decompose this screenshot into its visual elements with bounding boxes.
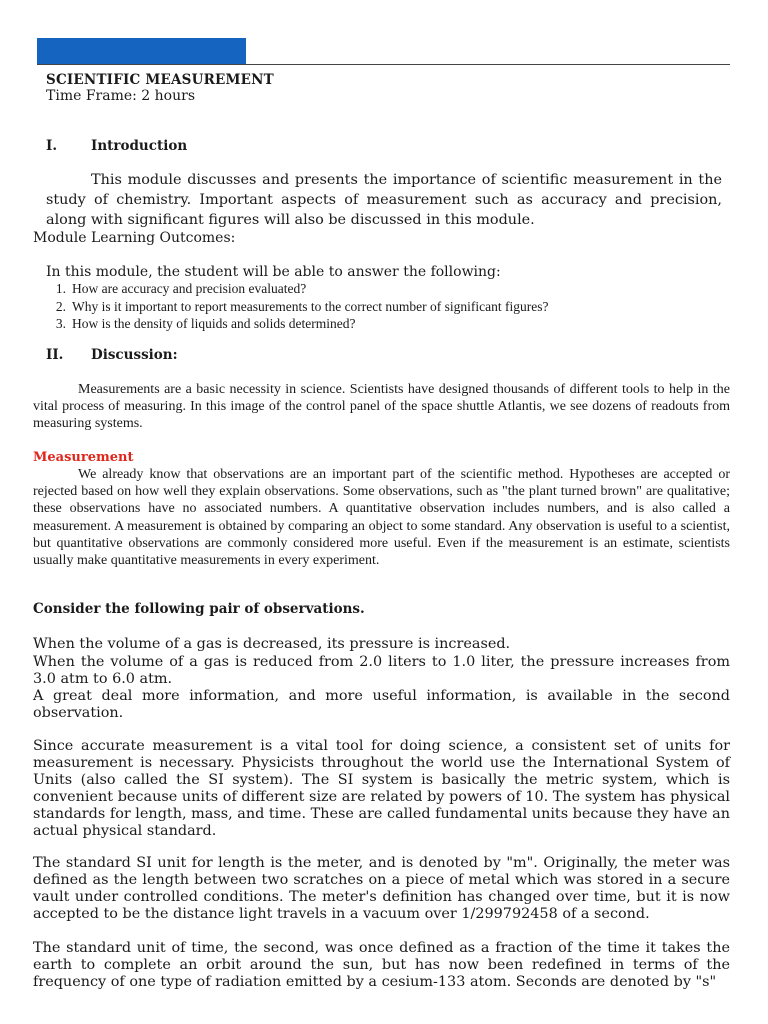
list-text: How are accuracy and precision evaluated? — [72, 281, 307, 296]
list-text: How is the density of liquids and solids determined? — [72, 316, 356, 331]
measurement-paragraph: We already know that observations are an important part of the scientific method. Hypotheses are accepted or rejected based on how well they explain observations. Some observations, such as "the plant turned brown" are qualitative; these observations have no associated numbers. A quantitative observation includes numbers, and is also called a measurement. A measurement is obtained by comparing an object to some standard. Any observation is useful to a scientist, but quantitative observations are commonly considered more useful. Even if the measurement is an estimate, scientists usually make quantitative measurements in every experiment. — [33, 467, 730, 569]
section-numeral: II. — [46, 347, 64, 363]
questions-intro: In this module, the student will be able to answer the following: — [46, 264, 501, 280]
learning-outcomes-label: Module Learning Outcomes: — [33, 230, 236, 246]
list-text: Why is it important to report measurements to the correct number of significant figures? — [72, 298, 549, 314]
si-units-paragraph: Since accurate measurement is a vital tool for doing science, a consistent set of units for measurement is necessary. Physicists throughout the world use the International System of Units (also called the SI system). The SI system is basically the metric system, which is convenient because units of different size are related by powers of 10. The system has physical standards for length, mass, and time. These are called fundamental units because they have an actual physical standard. — [33, 738, 730, 839]
time-paragraph: The standard unit of time, the second, was once defined as a fraction of the time it takes the earth to complete an orbit around the sun, but has now been redefined in terms of the frequency of one type of radiation emitted by a cesium-133 atom. Seconds are denoted by "s" — [33, 940, 730, 990]
list-number: 3. — [55, 316, 66, 331]
list-number: 1. — [55, 281, 66, 296]
document-title: SCIENTIFIC MEASUREMENT — [46, 72, 274, 88]
consider-heading: Consider the following pair of observations. — [33, 601, 365, 617]
introduction-paragraph: This module discusses and presents the importance of scientific measurement in the study of chemistry. Important aspects of measurement such as accuracy and precision, along with significant figures will also be discussed in this module. — [46, 172, 722, 228]
list-item — [46, 298, 548, 316]
section-title: Introduction — [91, 138, 188, 154]
measurement-heading: Measurement — [33, 450, 134, 465]
observation-note: A great deal more information, and more useful information, is available in the second observation. — [33, 688, 730, 721]
length-paragraph: The standard SI unit for length is the meter, and is denoted by "m". Originally, the meter was defined as the length between two scratches on a piece of metal which was stored in a secure vault under controlled conditions. The meter's definition has changed over time, but it is now accepted to be the distance light travels in a vacuum over 1/299792458 of a second. — [33, 855, 730, 922]
header-accent-bar — [37, 38, 246, 64]
list-number: 2. — [55, 298, 66, 314]
list-item — [46, 315, 548, 333]
time-frame: Time Frame: 2 hours — [46, 88, 196, 104]
observation-2: When the volume of a gas is reduced from 2.0 liters to 1.0 liter, the pressure increases from 3.0 atm to 6.0 atm. — [33, 654, 730, 687]
list-item — [46, 280, 548, 298]
section-title: Discussion: — [91, 347, 178, 363]
observation-1: When the volume of a gas is decreased, its pressure is increased. — [33, 636, 511, 652]
questions-list — [46, 280, 548, 333]
header-rule — [37, 64, 730, 65]
discussion-paragraph: Measurements are a basic necessity in science. Scientists have designed thousands of different tools to help in the vital process of measuring. In this image of the control panel of the space shuttle Atlantis, we see dozens of readouts from measuring systems. — [33, 382, 730, 432]
section-numeral: I. — [46, 138, 58, 154]
